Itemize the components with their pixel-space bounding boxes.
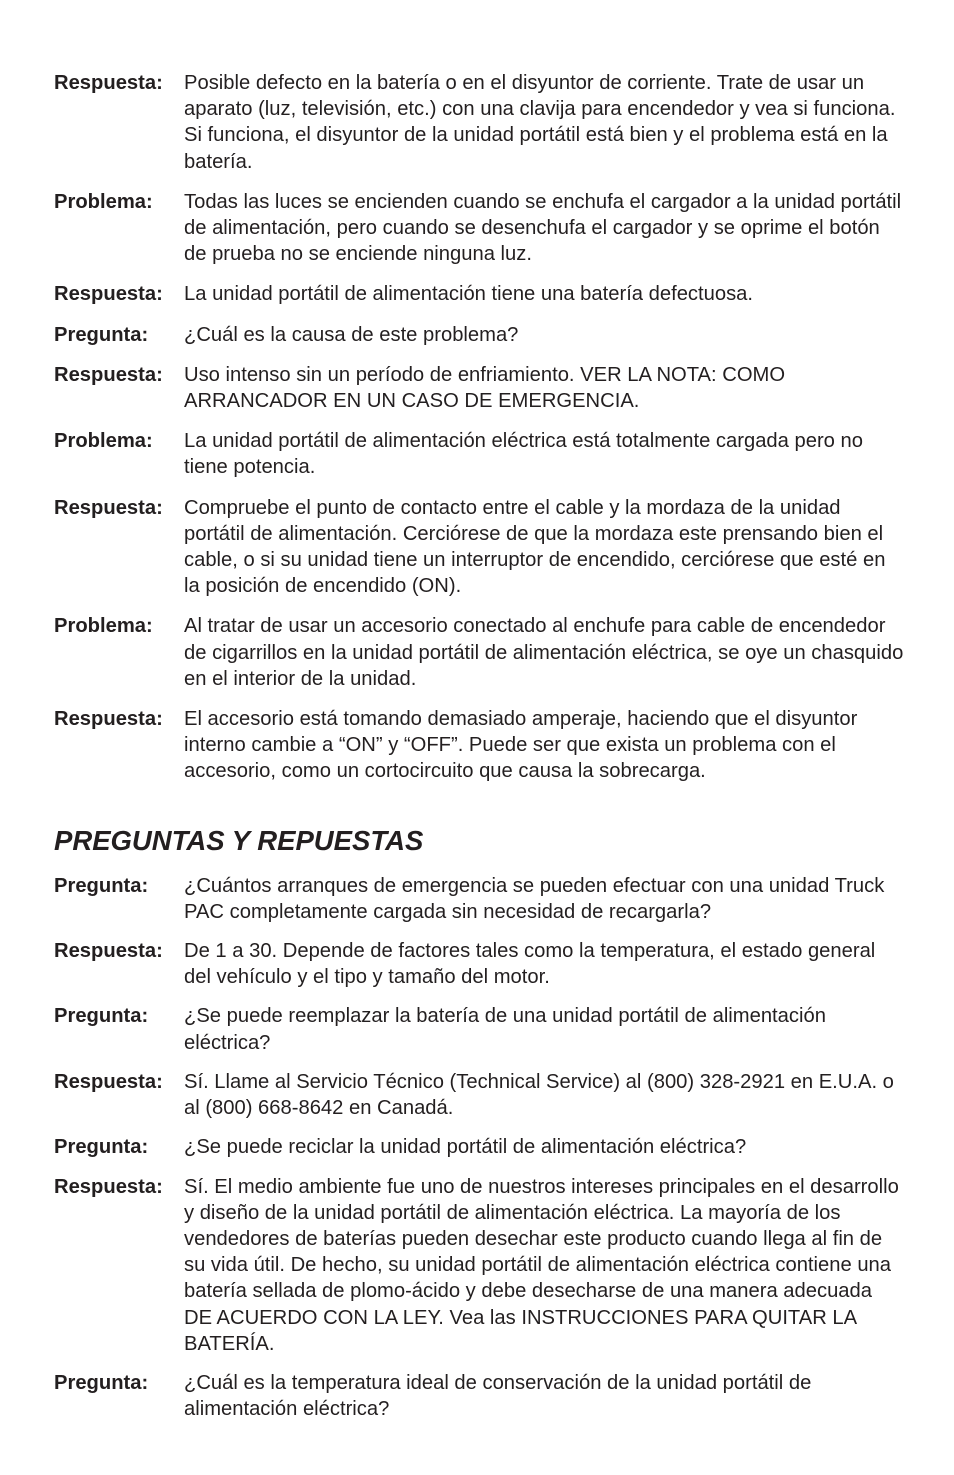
entry-label: Respuesta: bbox=[54, 940, 163, 963]
qa-entry bbox=[54, 873, 904, 925]
entry-text: Al tratar de usar un accesorio conectado al enchufe para cable de encendedor de cigarrillos en la unidad portátil de alimentación eléctrica, se oye un chasquido en el interior de la unidad. bbox=[184, 615, 904, 690]
entry-text: ¿Cuántos arranques de emergencia se pueden efectuar con una unidad Truck PAC completamente cargada sin necesidad de recargarla? bbox=[184, 874, 885, 923]
entry-label: Respuesta: bbox=[54, 1175, 163, 1198]
entry-text: Todas las luces se encienden cuando se enchufa el cargador a la unidad portátil de alimentación, pero cuando se desenchufa el cargador y se oprime el botón de prueba no se enciende ninguna luz. bbox=[184, 190, 902, 266]
entry-text: Compruebe el punto de contacto entre el cable y la mordaza de la unidad portátil de alimentación. Cerciórese de que la mordaza este prensando bien el cable, o si su unidad tiene un interruptor de encendido, cerciórese que esté en la posición de encendido (ON). bbox=[184, 496, 886, 598]
entry-text: El accesorio está tomando demasiado amperaje, haciendo que el disyuntor interno cambie a “ON” y “OFF”. Puede ser que exista un problema con el accesorio, como un cortocircuito que causa la sobrecarga. bbox=[184, 708, 858, 783]
entry-label: Respuesta: bbox=[54, 363, 163, 386]
troubleshooting-section bbox=[54, 70, 904, 785]
entry-label: Pregunta: bbox=[54, 323, 149, 346]
entry-label: Pregunta: bbox=[54, 1136, 149, 1159]
entry-text: Sí. El medio ambiente fue uno de nuestros intereses principales en el desarrollo y diseño de la unidad portátil de alimentación eléctrica. La mayoría de los vendedores de baterías pueden desechar este producto cuando llega al fin de su vida útil. De hecho, su unidad portátil de alimentación eléctrica contiene una batería sellada de plomo-ácido y debe desecharse de una manera adecuada DE ACUERDO CON LA LEY. Vea las INSTRUCCIONES PARA QUITAR LA BATERÍA. bbox=[184, 1175, 899, 1355]
qa-entry bbox=[54, 189, 904, 268]
entry-text: ¿Se puede reemplazar la batería de una unidad portátil de alimentación eléctrica? bbox=[184, 1005, 826, 1054]
entry-label: Respuesta: bbox=[54, 708, 163, 731]
qa-entry bbox=[54, 613, 904, 692]
entry-text: ¿Cuál es la temperatura ideal de conservación de la unidad portátil de alimentación eléctrica? bbox=[184, 1371, 812, 1421]
qa-entry bbox=[54, 1370, 904, 1422]
entry-label: Problema: bbox=[54, 190, 153, 213]
entry-label: Respuesta: bbox=[54, 1070, 163, 1093]
qa-entry bbox=[54, 70, 904, 175]
entry-text: ¿Cuál es la causa de este problema? bbox=[184, 323, 519, 346]
entry-label: Pregunta: bbox=[54, 1371, 149, 1394]
qa-entry bbox=[54, 281, 904, 307]
qa-entry bbox=[54, 938, 904, 990]
entry-label: Respuesta: bbox=[54, 496, 163, 519]
entry-text: ¿Se puede reciclar la unidad portátil de alimentación eléctrica? bbox=[184, 1136, 747, 1159]
qa-entry bbox=[54, 428, 904, 480]
qa-entry bbox=[54, 495, 904, 600]
entry-label: Problema: bbox=[54, 615, 153, 638]
section-heading: PREGUNTAS Y REPUESTAS bbox=[54, 824, 424, 856]
entry-label: Respuesta: bbox=[54, 72, 163, 94]
entry-text: Uso intenso sin un período de enfriamiento. VER LA NOTA: COMO ARRANCADOR EN UN CASO DE EMERGENCIA. bbox=[184, 363, 786, 413]
faq-section bbox=[54, 873, 904, 1423]
entry-label: Pregunta: bbox=[54, 874, 149, 897]
entry-text: Posible defecto en la batería o en el disyuntor de corriente. Trate de usar un aparato (luz, televisión, etc.) con una clavija para encendedor y vea si funciona. Si funciona, el disyuntor de la unidad portátil está bien y el problema está en la batería. bbox=[184, 72, 896, 173]
document-page bbox=[54, 70, 904, 1435]
qa-entry bbox=[54, 362, 904, 414]
qa-entry bbox=[54, 1069, 904, 1121]
qa-entry bbox=[54, 1134, 904, 1160]
qa-entry bbox=[54, 322, 904, 348]
qa-entry bbox=[54, 1174, 904, 1357]
entry-label: Pregunta: bbox=[54, 1005, 149, 1028]
qa-entry bbox=[54, 706, 904, 785]
entry-text: La unidad portátil de alimentación tiene una batería defectuosa. bbox=[184, 283, 754, 306]
entry-label: Problema: bbox=[54, 430, 153, 453]
qa-entry bbox=[54, 1003, 904, 1055]
entry-text: La unidad portátil de alimentación eléctrica está totalmente cargada pero no tiene potencia. bbox=[184, 430, 863, 479]
entry-text: De 1 a 30. Depende de factores tales como la temperatura, el estado general del vehículo y el tipo y tamaño del motor. bbox=[184, 940, 876, 989]
entry-text: Sí. Llame al Servicio Técnico (Technical Service) al (800) 328-2921 en E.U.A. o al (800) 668-8642 en Canadá. bbox=[184, 1070, 894, 1120]
entry-label: Respuesta: bbox=[54, 283, 163, 306]
